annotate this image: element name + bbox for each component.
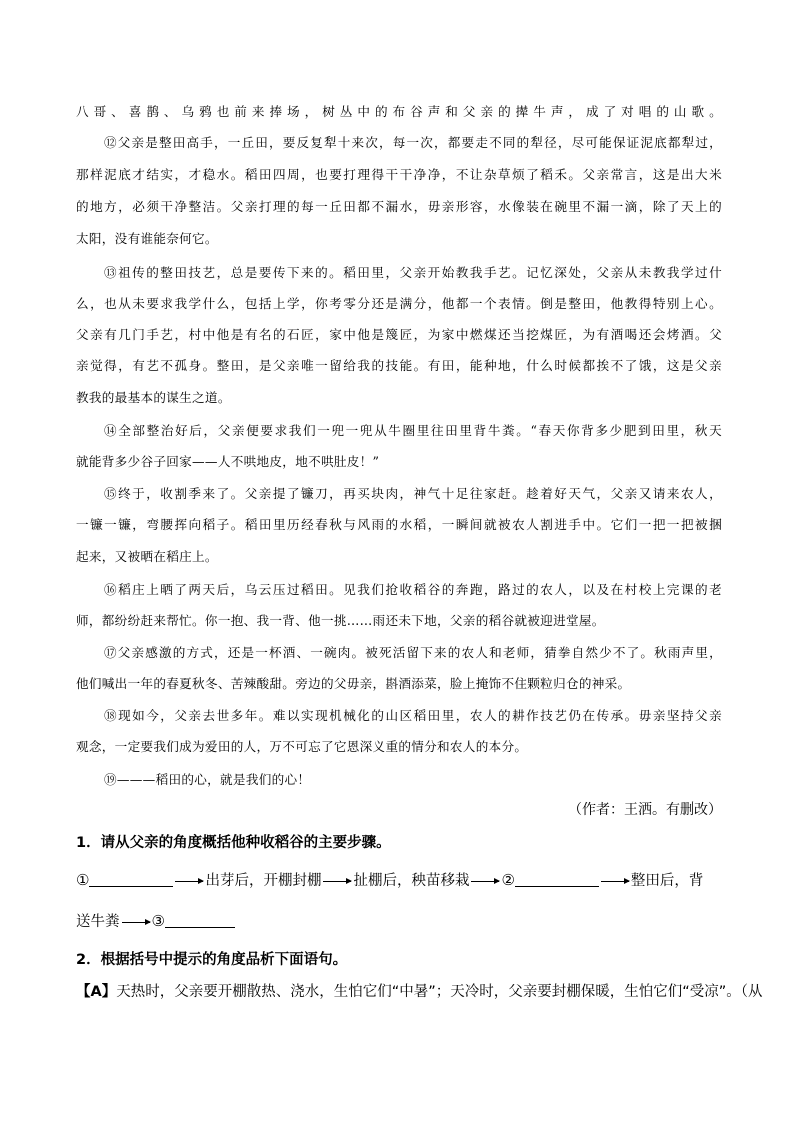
answer-blank-1[interactable] — [89, 870, 173, 887]
flow-step: 整田后，背 — [630, 873, 704, 889]
flow-step: 扯棚后，秧苗移栽 — [353, 873, 470, 889]
passage-line: 那样泥底才结实，才稳水。稻田四周，也要打理得干干净净，不让杂草烦了稻禾。父亲常言，这是出大米 — [76, 167, 722, 182]
passage-line: 太阳，没有谁能奈何它。 — [76, 231, 218, 246]
author-credit: （作者：王洒。有删改） — [568, 802, 722, 818]
answer-marker-3: ③ — [151, 912, 165, 930]
passage-line: 父亲有几门手艺，村中他是有名的石匠，家中他是篾匠，为家中燃煤还当挖煤匠，为有酒喝还会烤酒。父 — [76, 327, 722, 342]
passage-line: 就能背多少谷子回家——人不哄地皮，地不哄肚皮！” — [76, 454, 380, 469]
arrow-icon — [601, 881, 629, 882]
question-2-text: 2．根据括号中提示的角度品析下面语句。 — [76, 952, 348, 968]
arrow-icon — [471, 881, 499, 882]
answer-marker-2: ② — [501, 871, 515, 889]
passage-line: 他们喊出一年的春夏秋冬、苦辣酸甜。旁边的父毋亲，斟酒添菜，脸上掩饰不住颗粒归仓的神采。 — [76, 676, 631, 691]
question-1-flow-row-1 — [76, 869, 703, 892]
question-2-sentence — [76, 981, 763, 1003]
passage-line: ⑭全部整治好后，父亲便要求我们一兜一兜从牛圈里往田里背牛粪。“春天你背多少肥到田里，秋天 — [104, 423, 722, 438]
passage-line: 起来，又被晒在稻庄上。 — [76, 549, 218, 564]
answer-blank-2[interactable] — [515, 870, 599, 887]
passage-line: ⑮终于，收割季来了。父亲提了镰刀，再买块肉，神气十足往家赶。趁着好天气，父亲又请来农人， — [104, 486, 722, 501]
passage-line: ⑯稻庄上晒了两天后，乌云压过稻田。见我们抢收稻谷的奔跑，路过的农人，以及在村校上完课的老 — [104, 582, 722, 597]
sentence-label: 【A】 — [76, 984, 117, 1000]
question-1-flow-row-2 — [76, 910, 235, 933]
answer-blank-3[interactable] — [165, 911, 235, 928]
answer-marker-1: ① — [76, 871, 90, 889]
passage-line: 亲觉得，有艺不孤身。整田，是父亲唯一留给我的技能。有田，能种地，什么时候都挨不了饿，这是父亲 — [76, 358, 722, 373]
sentence-text: 天热时，父亲要开棚散热、浇水，生怕它们“中暑”；天冷时，父亲要封棚保暖，生怕它们“受凉”。（从 — [116, 984, 763, 1000]
passage-line: 一镰一镰，弯腰挥向稻子。稻田里历经春秋与风雨的水稻，一瞬间就被农人割进手中。它们一把一把被捆 — [76, 517, 722, 532]
passage-line: 师，都纷纷赶来帮忙。你一抱、我一背、他一挑……雨还未下地，父亲的稻谷就被迎进堂屋。 — [76, 613, 605, 628]
passage-line: ⑰父亲感激的方式，还是一杯酒、一碗肉。被死活留下来的农人和老师，猜拳自然少不了。秋雨声里， — [104, 645, 722, 660]
passage-line: 八哥、喜鹊、乌鸦也前来捧场，树丛中的布谷声和父亲的撵牛声，成了对唱的山歌。 — [76, 104, 722, 119]
passage-line: 的地方，必须干净整洁。父亲打理的每一丘田都不漏水，毋亲形容，水像装在碗里不漏一滴，除了天上的 — [76, 199, 722, 214]
arrow-icon — [175, 881, 203, 882]
passage-line: ⑫父亲是整田高手，一丘田，要反复犁十来次，每一次，都要走不同的犁径，尽可能保证泥底都犁过， — [104, 135, 722, 150]
arrow-icon — [323, 881, 351, 882]
question-2-title — [76, 949, 347, 971]
passage-line: ⑬祖传的整田技艺，总是要传下来的。稻田里，父亲开始教我手艺。记忆深处，父亲从未教我学过什 — [104, 265, 722, 280]
passage-line: ⑱现如今，父亲去世多年。难以实现机械化的山区稻田里，农人的耕作技艺仍在传承。毋亲坚持父亲 — [104, 708, 722, 723]
passage-line: 教我的最基本的谋生之道。 — [76, 390, 231, 405]
passage-line: 么，也从未要求我学什么，包括上学，你考零分还是满分，他都一个表情。倒是整田，他教得特别上心。 — [76, 296, 722, 311]
flow-step: 出芽后，开棚封棚 — [205, 873, 322, 889]
flow-step: 送牛粪 — [76, 914, 120, 930]
passage-line: ⑲———稻田的心，就是我们的心！ — [104, 772, 311, 787]
question-1-title — [76, 832, 391, 854]
passage-line: 观念，一定要我们成为爱田的人，万不可忘了它恩深义重的情分和农人的本分。 — [76, 739, 528, 754]
question-1-text: 1．请从父亲的角度概括他种收稻谷的主要步骤。 — [76, 835, 391, 851]
arrow-icon — [122, 922, 150, 923]
